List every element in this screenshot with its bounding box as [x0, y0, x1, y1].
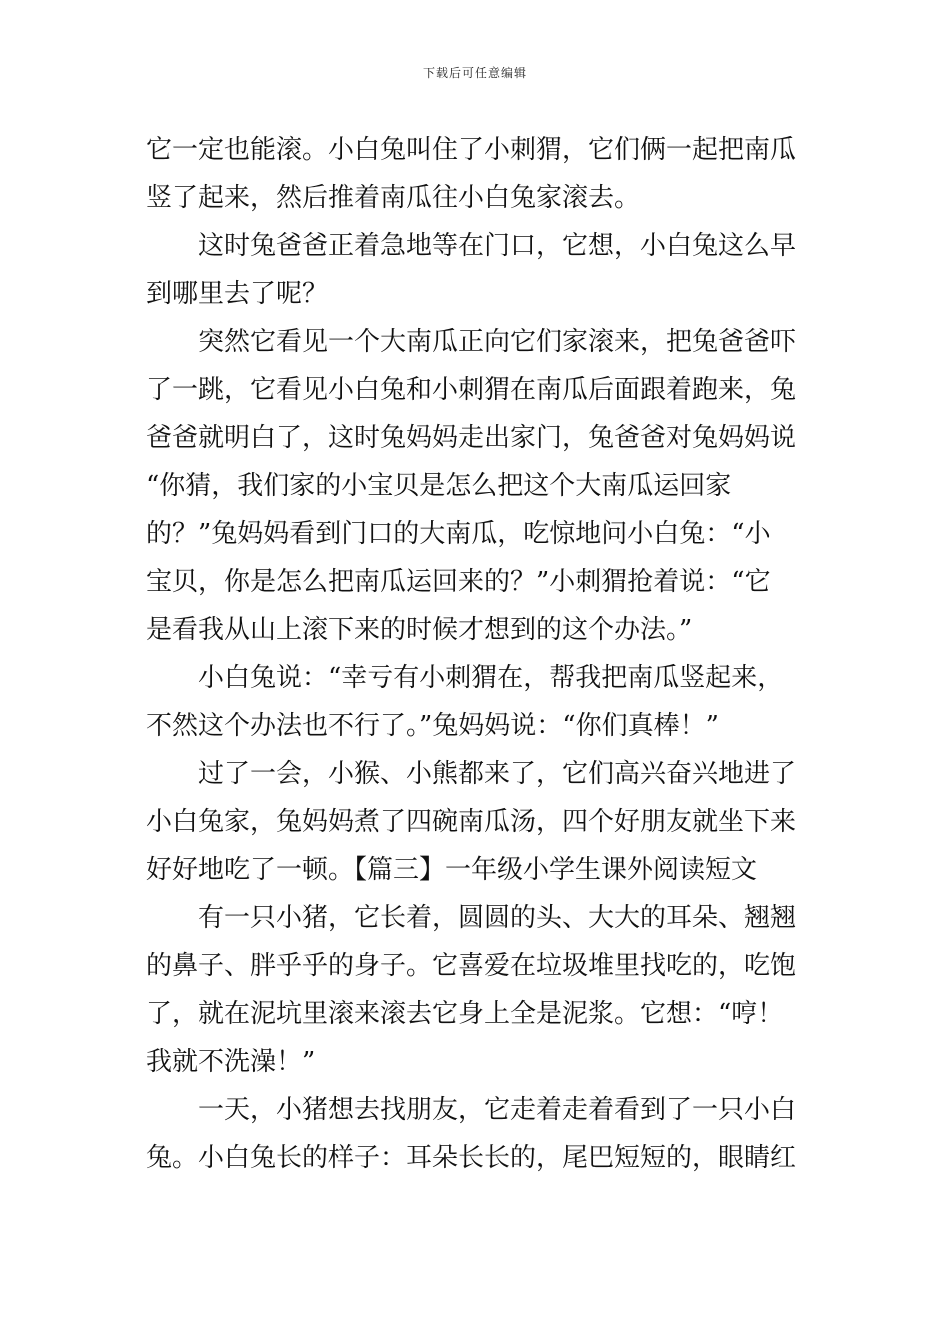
text-line: 了，就在泥坑里滚来滚去它身上全是泥浆。它想：“哼！	[146, 999, 784, 1029]
text-line: 这时兔爸爸正着急地等在门口，它想，小白兔这么早	[198, 231, 797, 261]
text-line: 是看我从山上滚下来的时候才想到的这个办法。”	[146, 615, 693, 645]
text-line: 宝贝，你是怎么把南瓜运回来的？”小刺猬抢着说：“它	[146, 567, 771, 597]
text-line: 了一跳，它看见小白兔和小刺猬在南瓜后面跟着跑来，兔	[146, 375, 797, 405]
text-line: 好好地吃了一顿。【篇三】一年级小学生课外阅读短文	[146, 855, 758, 885]
text-line: 小白兔说：“幸亏有小刺猬在，帮我把南瓜竖起来，	[198, 663, 784, 693]
text-line: 它一定也能滚。小白兔叫住了小刺猬，它们俩一起把南瓜	[146, 135, 797, 165]
text-line: 的鼻子、胖乎乎的身子。它喜爱在垃圾堆里找吃的，吃饱	[146, 951, 797, 981]
text-line: 不然这个办法也不行了。”兔妈妈说：“你们真棒！”	[146, 711, 719, 741]
body-text	[146, 126, 806, 1182]
header-note: 下载后可任意编辑	[422, 66, 527, 80]
text-line: 一天，小猪想去找朋友，它走着走着看到了一只小白	[198, 1095, 797, 1125]
text-line: 兔。小白兔长的样子：耳朵长长的，尾巴短短的，眼睛红	[146, 1143, 797, 1173]
text-line: 突然它看见一个大南瓜正向它们家滚来，把兔爸爸吓	[198, 327, 797, 357]
text-line: “你猜，我们家的小宝贝是怎么把这个大南瓜运回家	[146, 471, 732, 501]
text-line: 我就不洗澡！”	[146, 1047, 316, 1077]
text-line: 爸爸就明白了，这时兔妈妈走出家门，兔爸爸对兔妈妈说	[146, 423, 797, 453]
text-line: 竖了起来，然后推着南瓜往小白兔家滚去。	[146, 183, 641, 213]
text-line: 过了一会，小猴、小熊都来了，它们高兴奋兴地进了	[198, 759, 797, 789]
text-line: 的？”兔妈妈看到门口的大南瓜，吃惊地问小白兔：“小	[146, 519, 771, 549]
text-line: 到哪里去了呢？	[146, 279, 329, 309]
text-line: 小白兔家，兔妈妈煮了四碗南瓜汤，四个好朋友就坐下来	[146, 807, 797, 837]
text-line: 有一只小猪，它长着，圆圆的头、大大的耳朵、翘翘	[198, 903, 797, 933]
